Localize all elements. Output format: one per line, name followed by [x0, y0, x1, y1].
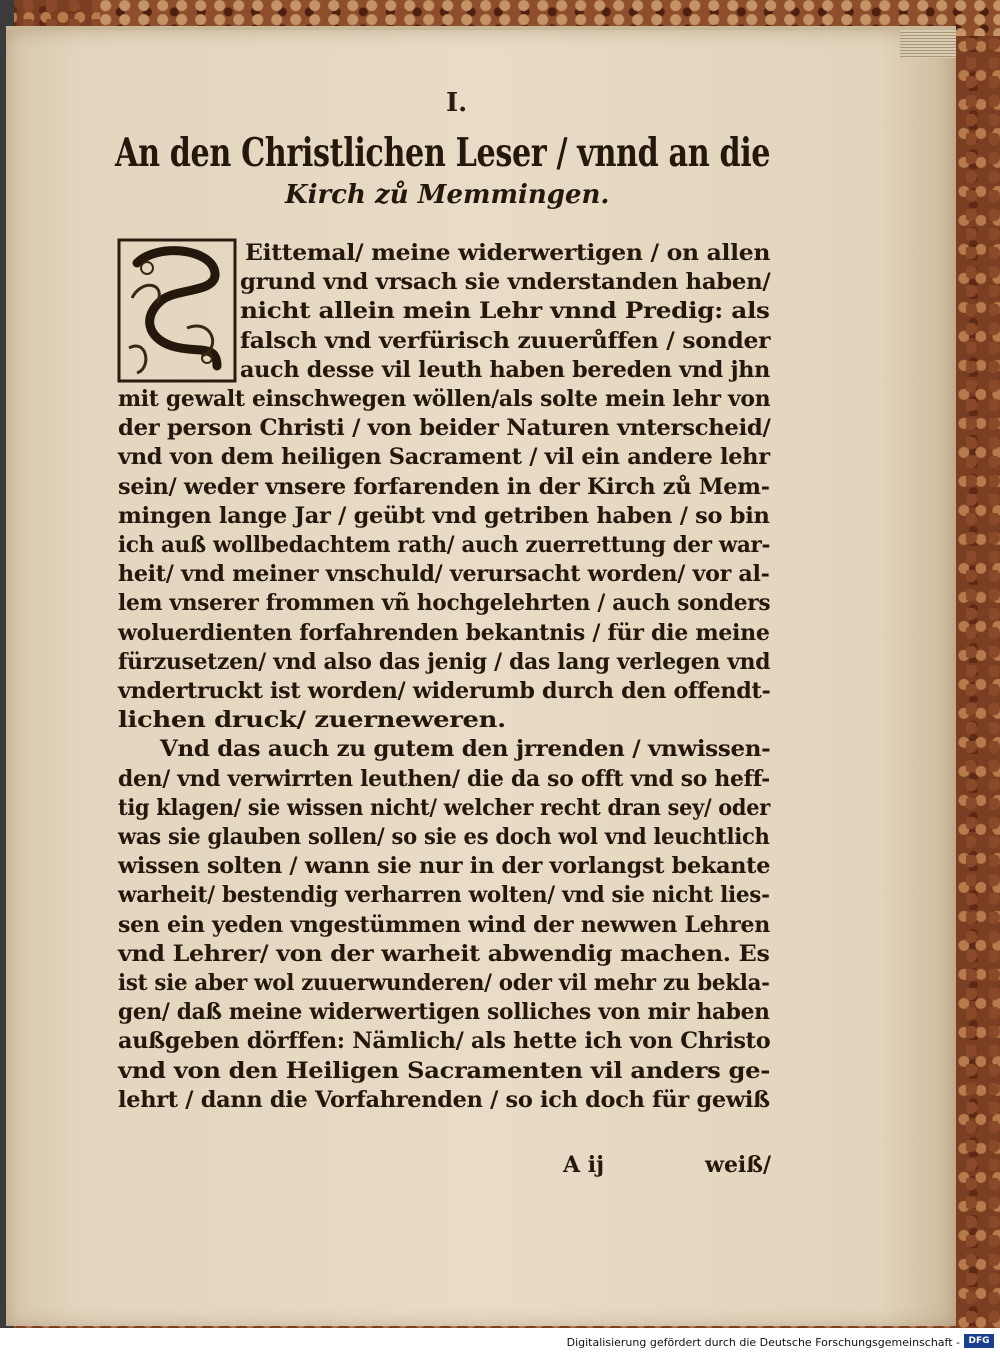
page-heading: An den Christlichen Leser / vnnd an die	[115, 130, 771, 176]
book-page	[6, 26, 956, 1326]
body-line: tig klagen/ sie wissen nicht/ welcher recht dran sey/ oder	[118, 794, 770, 821]
body-line: nicht allein mein Lehr vnnd Predig: als	[240, 298, 770, 325]
body-line: außgeben dörffen: Nämlich/ als hette ich von Christo	[118, 1028, 771, 1055]
signature-mark: A ij	[563, 1152, 605, 1178]
body-line: lem vnserer frommen vñ hochgelehrten / auch sonders	[118, 590, 771, 617]
body-line: den/ vnd verwirrten leuthen/ die da so offt vnd so heff-	[118, 765, 770, 792]
body-line: vndertruckt ist worden/ widerumb durch den offendt-	[118, 678, 771, 704]
body-line: ist sie aber wol zuuerwunderen/ oder vil mehr zu bekla-	[118, 970, 770, 996]
body-line: lehrt / dann die Vorfahrenden / so ich doch für gewiß	[118, 1086, 770, 1113]
body-line: gen/ daß meine widerwertigen solliches von mir haben	[118, 999, 770, 1026]
body-line: auch desse vil leuth haben bereden vnd jhn	[240, 356, 771, 383]
body-line: fürzusetzen/ vnd also das jenig / das lang verlegen vnd	[118, 648, 771, 675]
body-line: ich auß wollbedachtem rath/ auch zuerrettung der war-	[118, 532, 771, 558]
body-line: wissen solten / wann sie nur in der vorlangst bekante	[118, 853, 771, 880]
body-line: mingen lange Jar / geübt vnd getriben haben / so bin	[118, 502, 770, 529]
body-line: was sie glauben sollen/ so sie es doch wol vnd leuchtlich	[118, 824, 770, 850]
body-line: sen ein yeden vngestümmen wind der newwen Lehren	[118, 911, 770, 938]
body-line: sein/ weder vnsere forfarenden in der Kirch zů Mem-	[118, 473, 770, 500]
body-line: vnd von den Heiligen Sacramenten vil anders ge-	[118, 1057, 770, 1084]
body-line: vnd Lehrer/ von der warheit abwendig machen. Es	[118, 940, 770, 967]
body-line: vnd von dem heiligen Sacrament / vil ein andere lehr	[118, 444, 770, 471]
body-line: Eittemal/ meine widerwertigen / on allen	[245, 240, 771, 266]
body-line: grund vnd vrsach sie vnderstanden haben/	[240, 269, 771, 296]
body-line: Vnd das auch zu gutem den jrrenden / vnwissen-	[160, 736, 771, 763]
footer-credit: Digitalisierung gefördert durch die Deutsche Forschungsgemeinschaft -	[566, 1336, 960, 1349]
body-line: warheit/ bestendig verharren wolten/ vnd sie nicht lies-	[118, 882, 770, 909]
body-line: falsch vnd verfürisch zuuerůffen / sonder	[240, 327, 771, 354]
body-line: woluerdienten forfahrenden bekantnis / für die meine	[118, 619, 770, 646]
folio-number: I.	[446, 88, 468, 118]
body-line: lichen druck/ zuerneweren.	[118, 707, 506, 734]
body-line: mit gewalt einschwegen wöllen/als solte mein lehr von	[118, 386, 771, 412]
page-subheading: Kirch zů Memmingen.	[285, 180, 610, 210]
decorated-initial-s	[117, 238, 237, 383]
dfg-logo: DFG	[964, 1334, 994, 1348]
catchword: weiß/	[705, 1152, 772, 1178]
body-line: der person Christi / von beider Naturen vnterscheid/	[118, 415, 771, 442]
body-line: heit/ vnd meiner vnschuld/ verursacht worden/ vor al-	[118, 561, 770, 588]
page-edges	[900, 30, 956, 58]
